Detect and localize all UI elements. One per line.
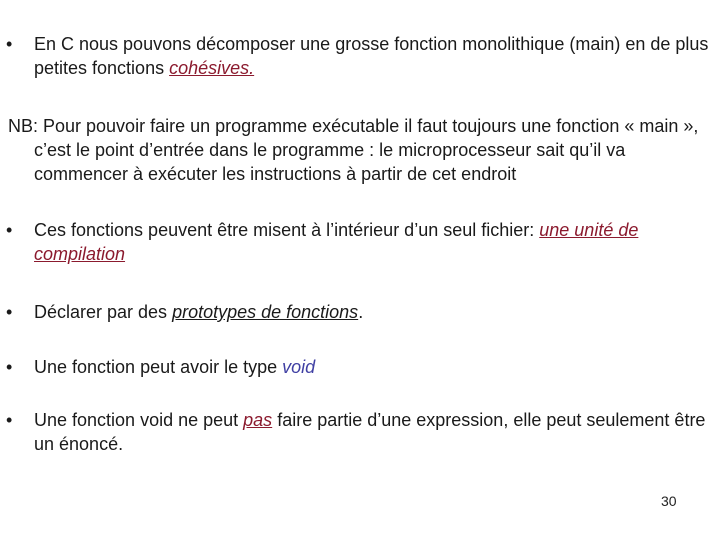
bullet-text-tail: . <box>358 302 364 322</box>
bullet-icon: • <box>6 34 13 54</box>
bullet-icon: • <box>6 410 13 430</box>
bullet-text: Une fonction void ne peut <box>34 410 244 430</box>
bullet-text-tail: faire partie d’une expression, elle peut seulement être un énoncé. <box>34 410 706 454</box>
bullet-icon: • <box>6 220 13 240</box>
bullet-text: Une fonction peut avoir le type <box>34 357 283 377</box>
bullet-icon: • <box>6 357 13 377</box>
page-number: 30 <box>661 493 677 509</box>
bullet-void-expression <box>0 408 716 456</box>
emphasis-pas: pas <box>243 410 273 430</box>
bullet-text: Ces fonctions peuvent être misent à l’intérieur d’un seul fichier: <box>34 220 540 240</box>
bullet-text: Déclarer par des <box>34 302 173 322</box>
note-main-function <box>8 114 714 186</box>
bullet-icon: • <box>6 302 13 322</box>
note-text: NB: Pour pouvoir faire un programme exécutable il faut toujours une fonction « main », c’est le point d’entrée dans le programme : le microprocesseur sait qu’il va commencer à exécuter les instructions à partir de cet endroit <box>8 116 699 184</box>
bullet-prototypes <box>0 300 716 324</box>
bullet-cohesive-functions <box>0 32 716 80</box>
bullet-void-type <box>0 355 716 379</box>
emphasis-cohesives: cohésives. <box>169 58 255 78</box>
bullet-text: En C nous pouvons décomposer une grosse fonction monolithique (main) en de plus petites fonctions <box>34 34 709 78</box>
emphasis-prototypes: prototypes de fonctions <box>172 302 359 322</box>
bullet-compilation-unit <box>0 218 716 266</box>
emphasis-compilation-unit: une unité de compilation <box>34 220 639 264</box>
keyword-void: void <box>282 357 316 377</box>
